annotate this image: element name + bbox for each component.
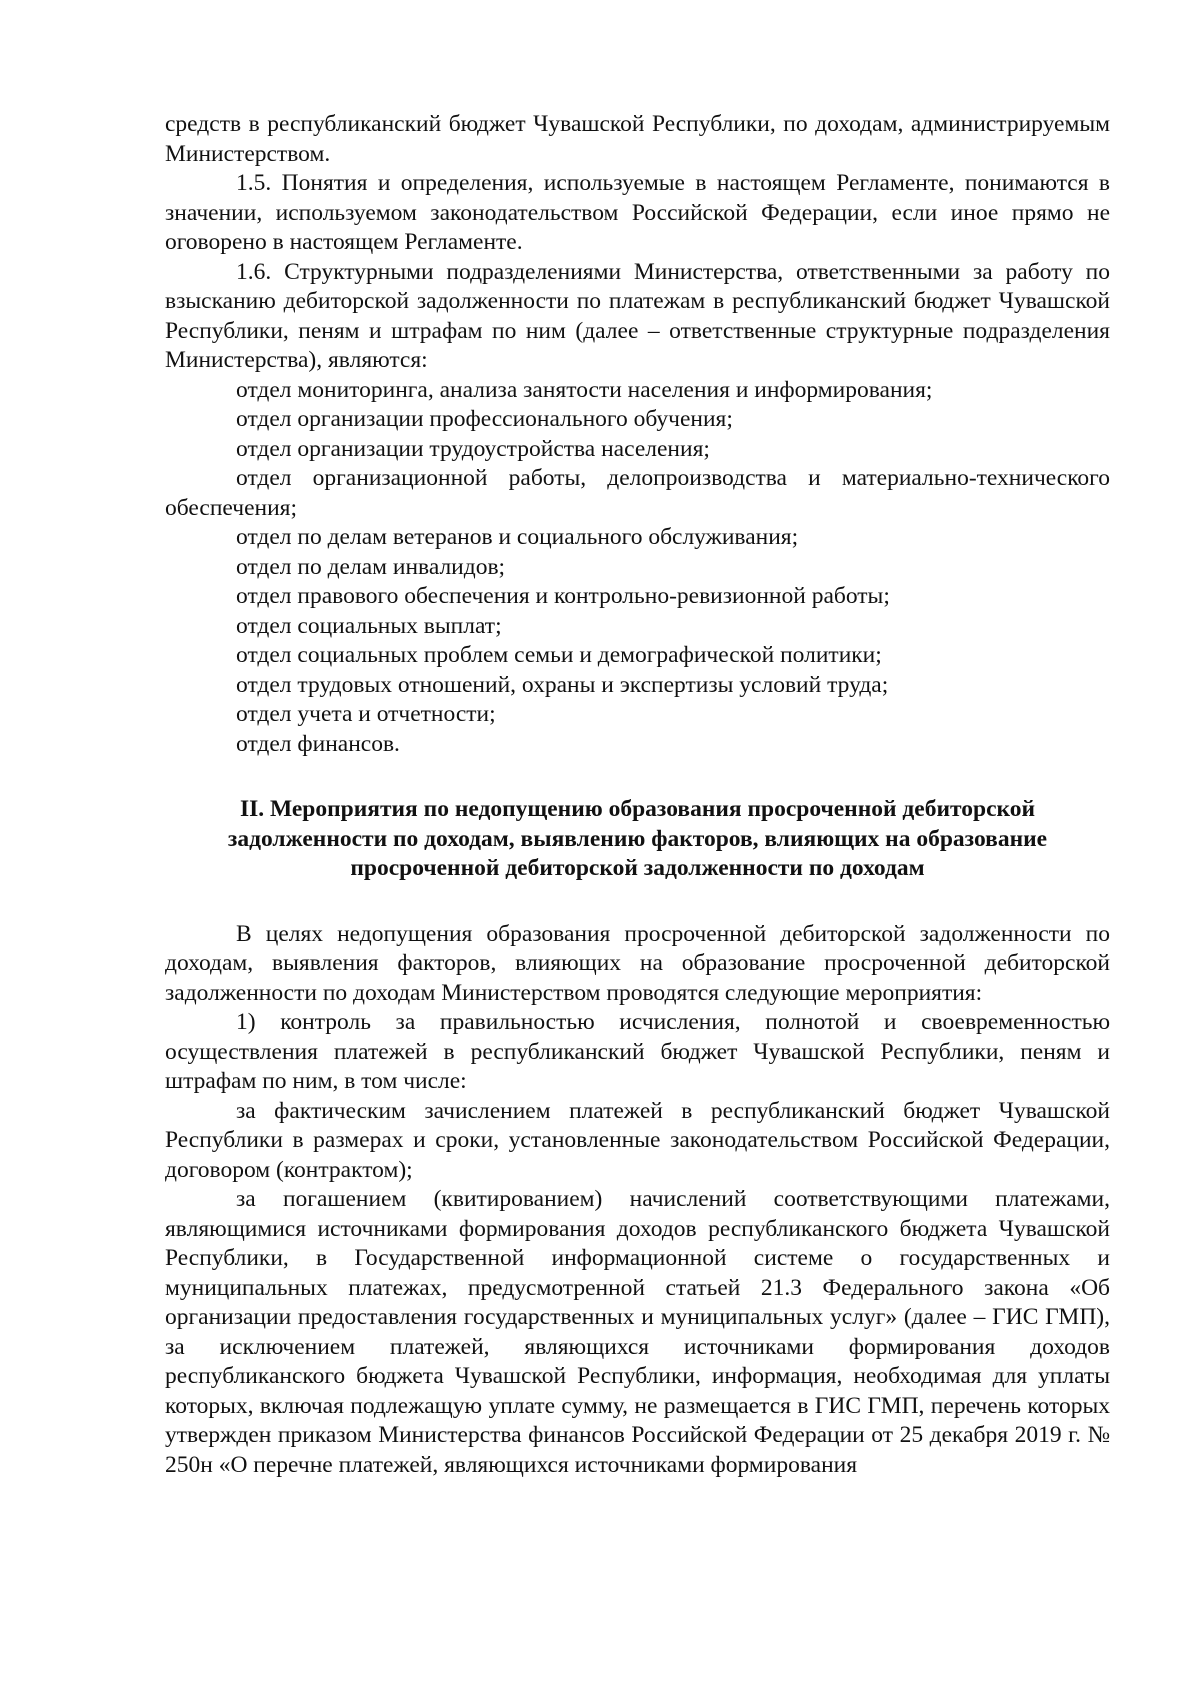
department-item: отдел правового обеспечения и контрольно-ревизионной работы;	[236, 583, 890, 609]
department-item: отдел организационной работы, делопроизводства и материально-технического обеспечения;	[165, 465, 1110, 521]
paragraph-1-6: 1.6. Структурными подразделениями Министерства, ответственными за работу по взысканию дебиторской задолженности по платежам в республиканский бюджет Чувашской Республики, пеням и штрафам по ним (далее – ответственные структурные подразделения Министерства), являются:	[165, 258, 1110, 373]
section-heading-line: задолженности по доходам, выявлению факторов, влияющих на образование	[227, 825, 1048, 852]
section-heading-line: II. Мероприятия по недопущению образования просроченной дебиторской	[239, 796, 1036, 822]
department-item: отдел финансов.	[236, 730, 400, 757]
section-intro: В целях недопущения образования просроченной дебиторской задолженности по доходам, выявления факторов, влияющих на образование просроченной дебиторской задолженности по доходам Министерством проводятся следующие мероприятия:	[165, 920, 1110, 1006]
department-item: отдел трудовых отношений, охраны и экспертизы условий труда;	[236, 671, 889, 698]
department-item: отдел организации трудоустройства населения;	[236, 435, 710, 462]
section-heading	[165, 795, 1110, 884]
item-1-sub-a: за фактическим зачислением платежей в республиканский бюджет Чувашской Республики в размерах и сроки, установленные законодательством Российской Федерации, договором (контрактом);	[165, 1097, 1110, 1183]
item-1: 1) контроль за правильностью исчисления, полнотой и своевременностью осуществления платежей в республиканский бюджет Чувашской Республики, пеням и штрафам по ним, в том числе:	[165, 1009, 1110, 1094]
department-item: отдел учета и отчетности;	[236, 701, 496, 727]
section-heading-line: просроченной дебиторской задолженности по доходам	[350, 855, 925, 881]
item-1-sub-b: за погашением (квитированием) начислений соответствующими платежами, являющимися источниками формирования доходов республиканского бюджета Чувашской Республики, в Государственной информационной системе о государственных и муниципальных платежах, предусмотренной статьей 21.3 Федерального закона «Об организации предоставления государственных и муниципальных услуг» (далее – ГИС ГМП), за исключением платежей, являющихся источниками формирования доходов республиканского бюджета Чувашской Республики, информация, необходимая для уплаты которых, включая подлежащую уплате сумму, не размещается в ГИС ГМП, перечень которых утвержден приказом Министерства финансов Российской Федерации от 25 декабря 2019 г. № 250н «О перечне платежей, являющихся источниками формирования	[165, 1186, 1110, 1478]
intro-continuation: средств в республиканский бюджет Чувашской Республики, по доходам, администрируемым Министерством.	[165, 111, 1110, 167]
document-page	[165, 110, 1110, 1480]
department-item: отдел организации профессионального обучения;	[236, 406, 733, 432]
paragraph-1-5: 1.5. Понятия и определения, используемые в настоящем Регламенте, понимаются в значении, используемом законодательством Российской Федерации, если иное прямо не оговорено в настоящем Регламенте.	[165, 170, 1110, 255]
department-item: отдел социальных проблем семьи и демографической политики;	[236, 642, 882, 668]
department-item: отдел по делам ветеранов и социального обслуживания;	[236, 524, 799, 550]
department-item: отдел социальных выплат;	[236, 612, 502, 639]
department-item: отдел по делам инвалидов;	[236, 553, 506, 580]
department-item: отдел мониторинга, анализа занятости населения и информирования;	[236, 376, 933, 403]
departments-list	[165, 376, 1110, 760]
